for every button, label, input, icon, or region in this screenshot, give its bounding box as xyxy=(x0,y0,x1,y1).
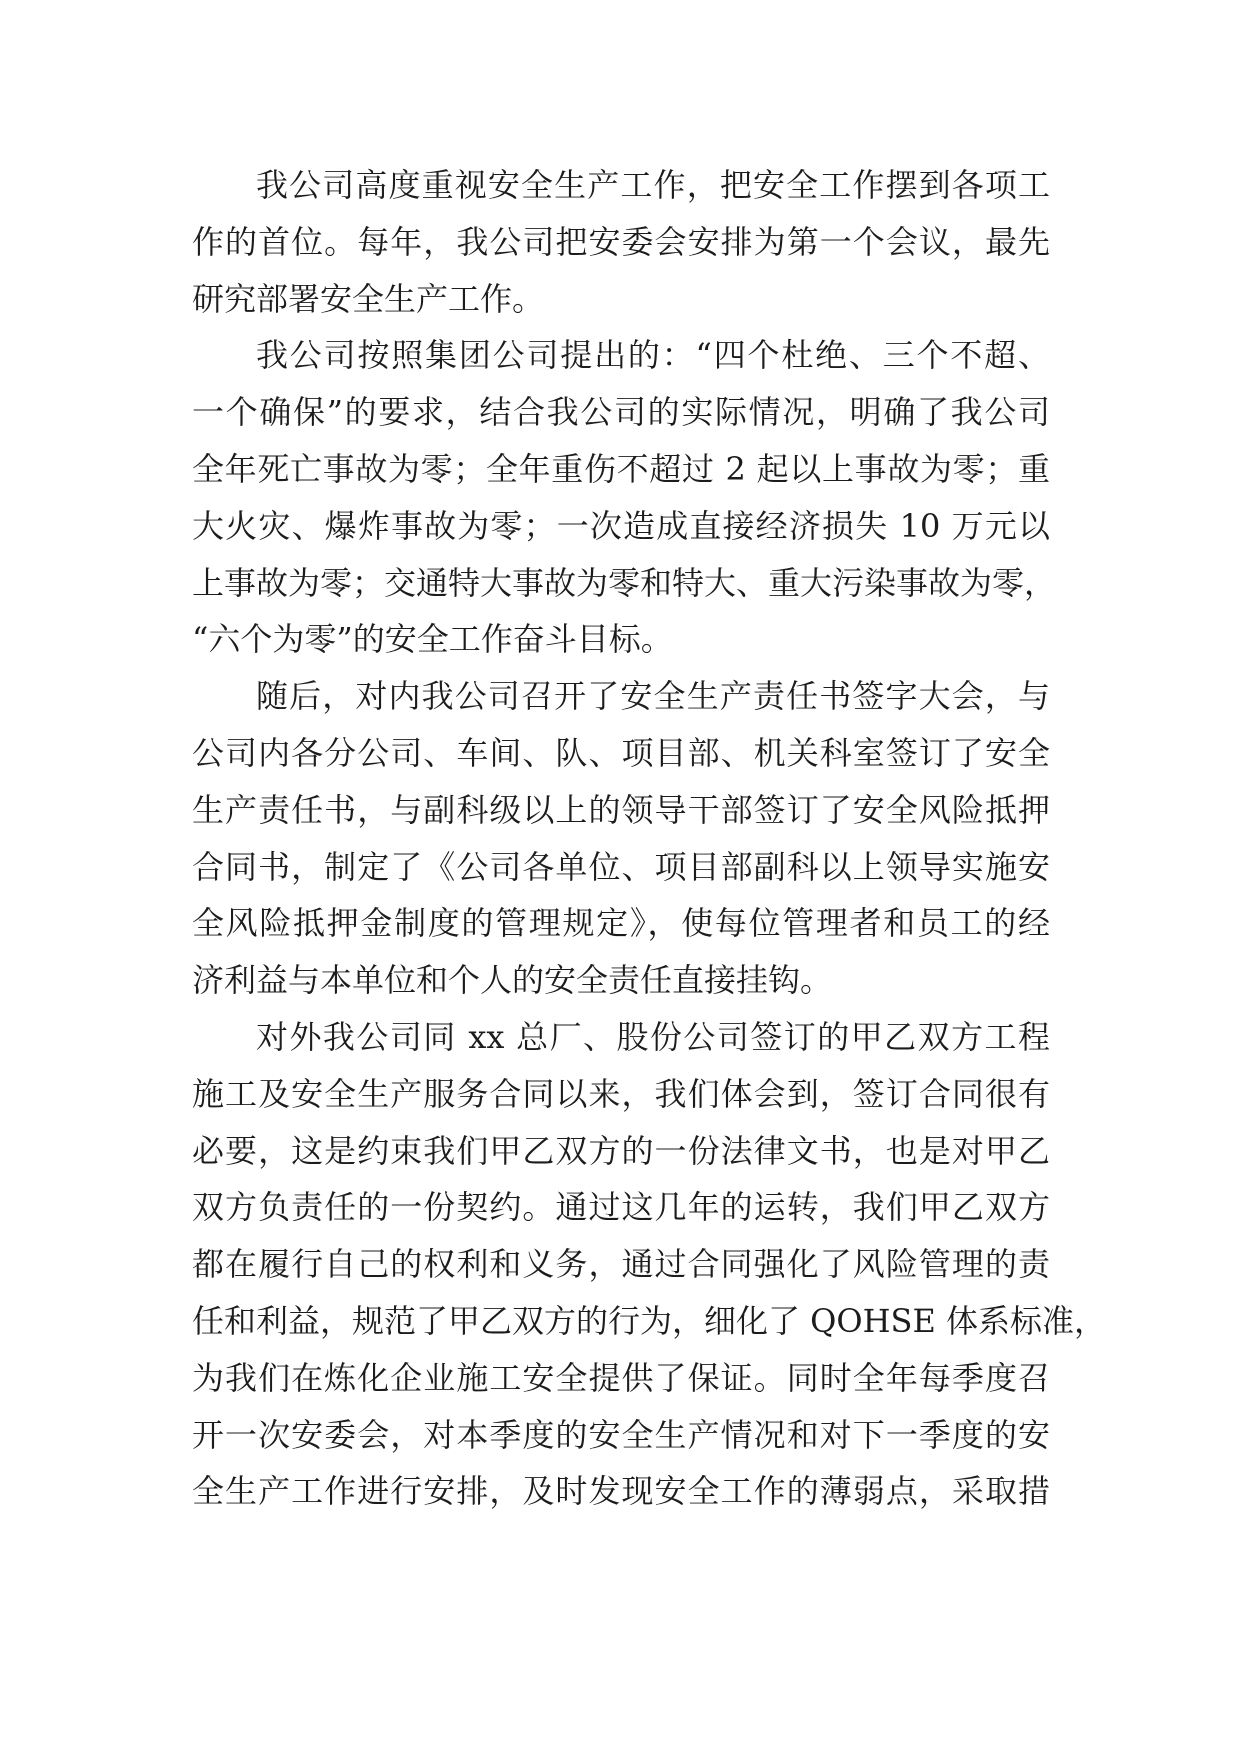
paragraph-line: 大火灾、爆炸事故为零；一次造成直接经济损失 10 万元以 xyxy=(192,506,1050,545)
paragraph-line: 施工及安全生产服务合同以来，我们体会到，签订合同很有 xyxy=(192,1074,1050,1113)
paragraph-line: 济利益与本单位和个人的安全责任直接挂钩。 xyxy=(192,961,833,1000)
paragraph-line: 上事故为零；交通特大事故为零和特大、重大污染事故为零， xyxy=(192,563,1057,602)
paragraph-line: “六个为零”的安全工作奋斗目标。 xyxy=(192,620,673,659)
paragraph-line: 生产责任书，与副科级以上的领导干部签订了安全风险抵押 xyxy=(192,790,1050,829)
paragraph-line: 随后，对内我公司召开了安全生产责任书签字大会，与 xyxy=(256,677,1050,716)
paragraph-line: 全年死亡事故为零；全年重伤不超过 2 起以上事故为零；重 xyxy=(192,449,1050,488)
paragraph xyxy=(192,157,1050,327)
paragraph-line: 都在履行自己的权利和义务，通过合同强化了风险管理的责 xyxy=(192,1245,1050,1284)
paragraph-line: 我公司按照集团公司提出的：“四个杜绝、三个不超、 xyxy=(256,336,1050,375)
paragraph-line: 一个确保”的要求，结合我公司的实际情况，明确了我公司 xyxy=(192,393,1050,432)
paragraph-line: 研究部署安全生产工作。 xyxy=(192,279,545,318)
paragraph-line: 必要，这是约束我们甲乙双方的一份法律文书，也是对甲乙 xyxy=(192,1131,1050,1170)
paragraph-line: 作的首位。每年，我公司把安委会安排为第一个会议，最先 xyxy=(192,222,1050,261)
paragraph-line: 全生产工作进行安排，及时发现安全工作的薄弱点，采取措 xyxy=(192,1472,1050,1511)
paragraph xyxy=(192,1009,1107,1520)
paragraph-line: 对外我公司同 xx 总厂、股份公司签订的甲乙双方工程 xyxy=(256,1017,1050,1056)
paragraph-line: 为我们在炼化企业施工安全提供了保证。同时全年每季度召 xyxy=(192,1358,1050,1397)
paragraph-line: 双方负责任的一份契约。通过这几年的运转，我们甲乙双方 xyxy=(192,1188,1050,1227)
paragraph-line: 我公司高度重视安全生产工作，把安全工作摆到各项工 xyxy=(256,166,1050,204)
paragraph xyxy=(192,327,1057,668)
paragraph xyxy=(192,668,1050,1009)
paragraph-line: 合同书，制定了《公司各单位、项目部副科以上领导实施安 xyxy=(192,847,1050,886)
document-body xyxy=(192,157,1107,1520)
paragraph-line: 全风险抵押金制度的管理规定》，使每位管理者和员工的经 xyxy=(192,904,1050,943)
paragraph-line: 任和利益，规范了甲乙双方的行为，细化了 QOHSE 体系标准， xyxy=(192,1301,1107,1340)
paragraph-line: 公司内各分公司、车间、队、项目部、机关科室签订了安全 xyxy=(192,733,1050,772)
paragraph-line: 开一次安委会，对本季度的安全生产情况和对下一季度的安 xyxy=(192,1415,1050,1454)
